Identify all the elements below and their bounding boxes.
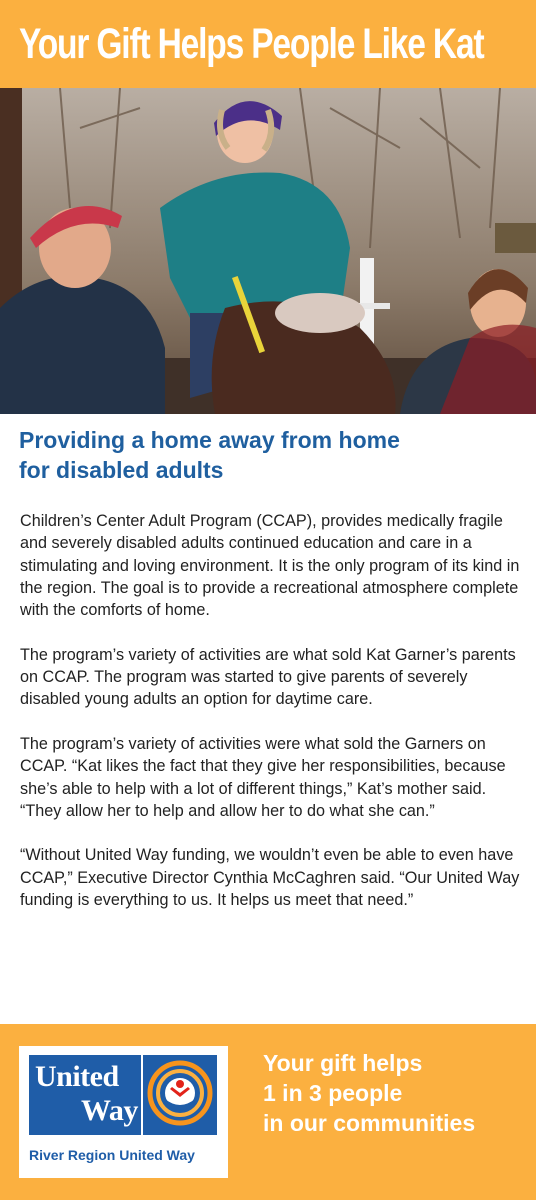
united-way-emblem-icon (143, 1055, 217, 1135)
body-paragraph: Children’s Center Adult Program (CCAP), provides medically fragile and severely disabled adults continued education and care in a stimulating and loving environment. It is the only program of its kind in the region. The goal is to provide a recreational atmosphere complete with the comforts of home. (20, 512, 520, 620)
tagline-line: Your gift helps (263, 1050, 423, 1076)
logo-word-way: Way (81, 1094, 138, 1127)
logo-word-united: United (35, 1060, 119, 1093)
footer-tagline (263, 1048, 523, 1138)
logo-wordmark (29, 1055, 141, 1135)
horse-riding-photo (0, 88, 536, 414)
header-banner (0, 0, 536, 88)
tagline-line: in our communities (263, 1110, 476, 1136)
tagline-line: 1 in 3 people (263, 1080, 403, 1106)
logo-caption: River Region United Way (29, 1147, 195, 1163)
subhead-line: for disabled adults (19, 457, 224, 483)
body-paragraph: “Without United Way funding, we wouldn’t even be able to even have CCAP,” Executive Director Cynthia McCaghren said. “Our United Way funding is everything to us. It helps us meet that need.” (20, 846, 520, 910)
united-way-logo (19, 1046, 228, 1178)
body-paragraph: The program’s variety of activities were what sold the Garners on CCAP. “Kat likes the fact that they give her responsibilities, because she’s able to help with a lot of different things,” Kat’s mother said. “They allow her to help and allow her to do what she can.” (20, 734, 506, 820)
article-body (20, 510, 522, 934)
page-title: Your Gift Helps People Like Kat (19, 20, 484, 68)
subhead-line: Providing a home away from home (19, 427, 400, 453)
body-paragraph: The program’s variety of activities are what sold Kat Garner’s parents on CCAP. The program was started to give parents of severely disabled young adults an option for daytime care. (20, 645, 516, 709)
article-subhead (19, 425, 519, 485)
footer-banner (0, 1024, 536, 1200)
